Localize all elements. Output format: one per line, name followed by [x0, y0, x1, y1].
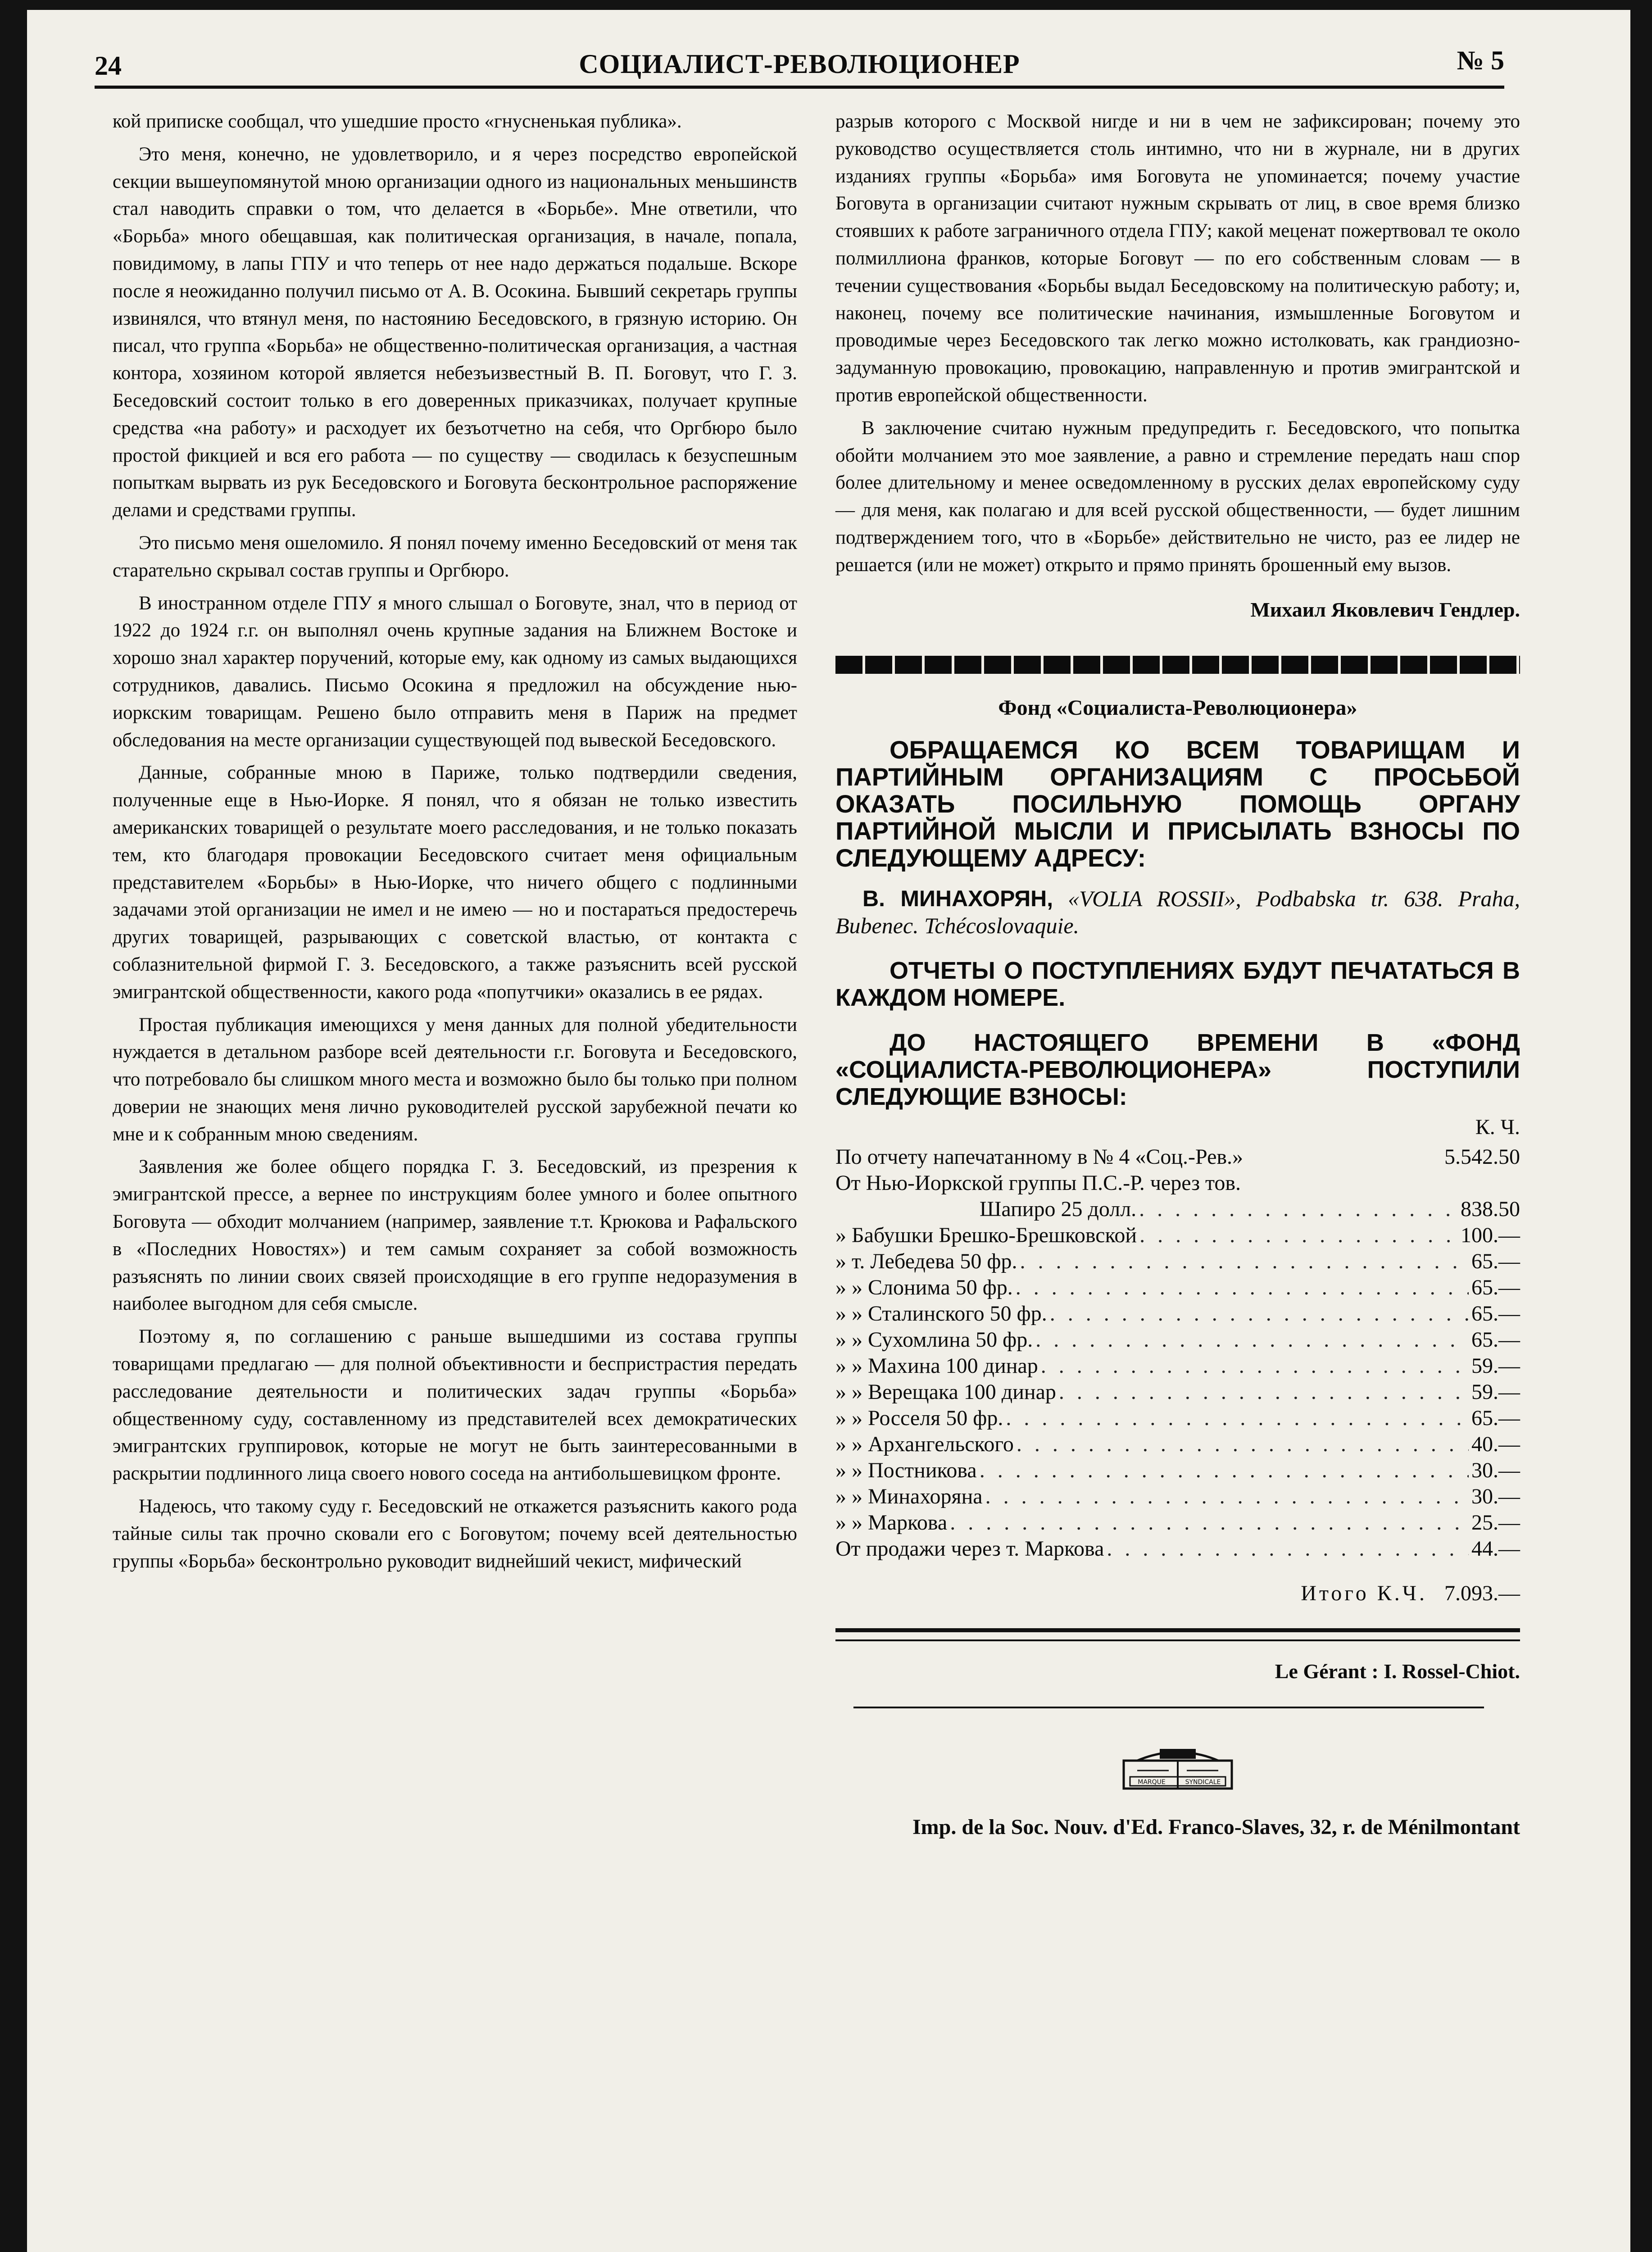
ledger-label: От продажи через т. Маркова	[835, 1537, 1104, 1561]
ledger-leader	[1035, 1327, 1469, 1353]
ledger-row	[835, 1353, 1520, 1379]
ledger-row	[835, 1249, 1520, 1275]
fund-title: Фонд «Социалиста-Революционера»	[998, 696, 1357, 720]
ledger-row	[835, 1379, 1520, 1405]
article-paragraph: разрыв которого с Москвой нигде и ни в чем не зафиксирован; почему это руководство осуществляется столь интимно, что ни в журнале, ни в других изданиях группы «Борьба» имя Боговута не упоминается; почему участие Боговута в организации считают нужным скрывать от лиц, в свое время близко стоявших к работе заграничного отдела ГПУ; какой меценат пожертвовал те около полмиллиона франков, которые Боговут — по его собственным словам — в течении существования «Борьбы выдал Беседовскому на политическую работу; и, наконец, почему все политические начинания, измышленные Боговутом и проводимые через Беседовского так легко можно истолковать, как грандиозно-задуманную провокацию, провокацию, направленную и против эмигрантской и против европейской общественности.	[835, 111, 1520, 406]
ledger-label: » Бабушки Брешко-Брешковской	[835, 1223, 1137, 1248]
ledger-leader	[1059, 1379, 1469, 1405]
ledger-amount: 838.50	[1461, 1197, 1520, 1221]
ledger-leader	[1107, 1536, 1469, 1562]
ledger-label: От Нью-Иоркской группы П.С.-Р. через тов.	[835, 1171, 1241, 1195]
ledger-row	[835, 1196, 1520, 1222]
ledger-amount: 65.—	[1471, 1406, 1520, 1430]
fund-address	[835, 885, 1520, 939]
ledger-row	[835, 1431, 1520, 1457]
ledger-label: » » Верещака 100 динар	[835, 1380, 1056, 1404]
ledger-label: » » Минахоряна	[835, 1485, 983, 1509]
reports-notice: ОТЧЕТЫ О ПОСТУПЛЕНИЯХ БУДУТ ПЕЧАТАТЬСЯ В КАЖДОМ НОМЕРЕ.	[835, 957, 1520, 1012]
ledger-row	[835, 1484, 1520, 1510]
ledger-amount: 5.542.50	[1444, 1145, 1520, 1169]
ledger-amount: 40.—	[1471, 1432, 1520, 1457]
ledger-amount: 100.—	[1461, 1223, 1520, 1248]
ledger-amount: 25.—	[1471, 1511, 1520, 1535]
total-amount: 7.093.—	[1444, 1581, 1520, 1606]
article-paragraph: Поэтому я, по соглашению с раньше вышедшими из состава группы товарищами предлагаю — для полной объективности и беспристрастия передать расследование деятельности и политических задач группы «Борьба» общественному суду, составленному из представителей всех демократических эмигрантских группировок, которые не могут не быть заинтересованными в раскрытии подлинного лица своего нового соседа на антибольшевицком фронте.	[113, 1326, 797, 1485]
ledger-label: » » Махина 100 динар	[835, 1354, 1038, 1378]
ledger-leader	[1020, 1249, 1469, 1275]
ledger-row	[835, 1222, 1520, 1249]
svg-text:SYNDICALE: SYNDICALE	[1185, 1779, 1221, 1786]
article-paragraph: Простая публикация имеющихся у меня данных для полной убедительности нуждается в детальном разборе всей деятельности г.г. Боговута и Беседовского, что потребовало бы слишком много места и возможно было бы только при полном доверии не знающих меня лично руководителей русской зарубежной печати ко мне и к собранным мною сведениям.	[113, 1014, 797, 1145]
ledger-label: » » Сталинского 50 фр.	[835, 1302, 1047, 1326]
total-label: Итого К.Ч.	[1301, 1581, 1427, 1606]
ledger-row	[835, 1301, 1520, 1327]
ledger-leader	[985, 1484, 1469, 1510]
article-paragraph: В иностранном отделе ГПУ я много слышал о Боговуте, знал, что в период от 1922 до 1924 г.г. он выполнял очень крупные задания на Ближнем Востоке и хорошо знал характер поручений, которые ему, как одному из самых выдающихся сотрудников, давались. Письмо Осокина я предложил на обсуждение нью-иоркским товарищам. Решено было отправить меня в Париж на предмет обследования на месте организации существующей под вывеской Беседовского.	[113, 592, 797, 751]
ledger-row	[835, 1536, 1520, 1562]
ledger-amount: 65.—	[1471, 1328, 1520, 1352]
masthead: СОЦИАЛИСТ-РЕВОЛЮЦИОНЕР	[579, 49, 1020, 79]
svg-text:MARQUE: MARQUE	[1138, 1779, 1166, 1786]
article-paragraph: Заявления же более общего порядка Г. З. Беседовский, из презрения к эмигрантской прессе, а вернее по инструкциям более умного и более опытного Боговута — обходит молчанием (например, заявление т.т. Крюкова и Рафальского в «Последних Новостях») и тем самым сохраняет за собой возможность разъяснять по линии своих связей происходящие в его группе недоразумения в наиболее выгодном для себя смысле.	[113, 1156, 797, 1315]
ledger-label: Шапиро 25 долл.	[980, 1197, 1137, 1221]
currency-label: К. Ч.	[1475, 1115, 1520, 1140]
ledger-row	[835, 1457, 1520, 1484]
ledger-label: По отчету напечатанному в № 4 «Соц.-Рев.»	[835, 1145, 1244, 1169]
union-mark-icon	[1119, 1745, 1236, 1799]
thin-divider	[853, 1707, 1484, 1708]
ledger-label: » » Архангельского	[835, 1432, 1014, 1457]
ledger-amount: 30.—	[1471, 1458, 1520, 1483]
address-details: «VOLIA ROSSII», Podbabska tr. 638. Praha, Bubenec. Tchécoslovaquie.	[835, 886, 1520, 939]
contributions-ledger	[835, 1144, 1520, 1562]
article-paragraph: кой приписке сообщал, что ушедшие просто «гнусненькая публика».	[113, 111, 682, 132]
ledger-row	[835, 1327, 1520, 1353]
ledger-leader	[1041, 1353, 1469, 1379]
article-paragraph: В заключение считаю нужным предупредить г. Беседовского, что попытка обойти молчанием это мое заявление, а равно и стремление передать наш спор более длительному и менее осведомленному в русских делах европейскому суду — для меня, как полагаю и для всей русской общественности, — будет лишним подтверждением того, что в «Борьбе» действительно не чисто, раз ее лидер не решается (или не может) открыто и прямо принять брошенный ему вызов.	[835, 417, 1520, 576]
ledger-label: » т. Лебедева 50 фр.	[835, 1249, 1017, 1274]
article-paragraph: Данные, собранные мною в Париже, только подтвердили сведения, полученные еще в Нью-Иорке. Я понял, что я обязан не только известить американских товарищей о результате моего расследования, и не только показать тем, кто благодаря провокации Беседовского считает меня официальным представителем «Борьбы» в Нью-Иорке, что ничего общего с подлинными задачами этой организации не имел и не имею — но и постараться предостеречь других товарищей, разрывающих с советской властью, от контакта с соблазнительной фирмой Г. З. Беседовского, а также разъяснить всей русской эмигрантской общественности, какого рода «попутчики» оказались в ее рядах.	[113, 762, 797, 1003]
ledger-amount: 30.—	[1471, 1485, 1520, 1509]
ledger-leader	[1017, 1431, 1469, 1457]
article-paragraph: Это меня, конечно, не удовлетворило, и я через посредство европейской секции вышеупомянутой мною организации одного из национальных меньшинств стал наводить справки о том, что делается в «Борьбе». Мне ответили, что «Борьба» много обещавшая, как политическая организация, в начале, попала, повидимому, в лапы ГПУ и что теперь от нее надо держаться подальше. Вскоре после я неожиданно получил письмо от А. В. Осокина. Бывший секретарь группы извинялся, что втянул меня, по настоянию Беседовского, в грязную историю. Он писал, что группа «Борьба» не общественно-политическая организация, а частная контора, хозяином которой является небезъизвестный В. П. Боговут, что Г. З. Беседовский состоит только в его доверенных приказчиках, получает крупные средства «на работу» и расходует их безъотчетно на себя, что Оргбюро было простой фикцией и вся его работа — по существу — сводилась к безуспешным попыткам вырвать из рук Беседовского и Боговута бесконтрольное распоряжение делами и средствами группы.	[113, 143, 797, 521]
author-signature: Михаил Яковлевич Гендлер.	[1250, 598, 1520, 621]
ledger-leader	[980, 1457, 1469, 1484]
ledger-row	[835, 1405, 1520, 1431]
article-paragraph: Это письмо меня ошеломило. Я понял почему именно Беседовский от меня так старательно скрывал состав группы и Оргбюро.	[113, 532, 797, 581]
gerant-line: Le Gérant : I. Rossel-Chiot.	[1275, 1660, 1520, 1683]
page-number: 24	[95, 51, 122, 81]
newspaper-page	[27, 10, 1630, 2252]
issue-number: № 5	[1457, 45, 1504, 75]
ledger-total	[835, 1581, 1520, 1606]
ledger-amount: 65.—	[1471, 1276, 1520, 1300]
ledger-leader	[1016, 1275, 1469, 1301]
ledger-label: » » Сухомлина 50 фр.	[835, 1328, 1033, 1352]
ledger-row	[835, 1144, 1520, 1170]
ledger-row	[835, 1170, 1520, 1196]
address-name: В. МИНАХОРЯН,	[862, 886, 1053, 912]
ledger-leader	[1139, 1196, 1458, 1222]
ledger-amount: 59.—	[1471, 1380, 1520, 1404]
ledger-amount: 65.—	[1471, 1249, 1520, 1274]
ledger-label: » » Росселя 50 фр.	[835, 1406, 1003, 1430]
article-paragraph: Надеюсь, что такому суду г. Беседовский не откажется разъяснить какого рода тайные силы так прочно сковали его с Боговутом; почему всей деятельностью группы «Борьба» бесконтрольно руководит виднейший чекист, мифический	[113, 1496, 797, 1572]
section-divider	[835, 656, 1520, 674]
right-column	[835, 108, 1520, 1839]
printer-imprint: Imp. de la Soc. Nouv. d'Ed. Franco-Slaves, 32, r. de Ménilmontant	[912, 1815, 1520, 1839]
union-mark-stamp	[1119, 1745, 1236, 1799]
received-notice: ДО НАСТОЯЩЕГО ВРЕМЕНИ В «ФОНД «СОЦИАЛИСТА-РЕВОЛЮЦИОНЕРА» ПОСТУПИЛИ СЛЕДУЮЩИЕ ВЗНОСЫ:	[835, 1029, 1520, 1111]
ledger-amount: 44.—	[1471, 1537, 1520, 1561]
ledger-leader	[1050, 1301, 1469, 1327]
ledger-row	[835, 1275, 1520, 1301]
ledger-row	[835, 1510, 1520, 1536]
ledger-leader	[1139, 1222, 1458, 1249]
ledger-amount: 59.—	[1471, 1354, 1520, 1378]
page-header	[95, 45, 1504, 89]
ledger-label: » » Маркова	[835, 1511, 948, 1535]
ledger-label: » » Слонима 50 фр.	[835, 1276, 1013, 1300]
footer-divider	[835, 1628, 1520, 1641]
ledger-leader	[1006, 1405, 1469, 1431]
ledger-leader	[950, 1510, 1469, 1536]
ledger-label: » » Постникова	[835, 1458, 977, 1483]
ledger-amount: 65.—	[1471, 1302, 1520, 1326]
fund-appeal: ОБРАЩАЕМСЯ КО ВСЕМ ТОВАРИЩАМ И ПАРТИЙНЫМ ОРГАНИЗАЦИЯМ С ПРОСЬБОЙ ОКАЗАТЬ ПОСИЛЬНУЮ ПОМОЩЬ ОРГАНУ ПАРТИЙНОЙ МЫСЛИ И ПРИСЫЛАТЬ ВЗНОСЫ ПО СЛЕДУЮЩЕМУ АДРЕСУ:	[835, 736, 1520, 872]
left-column	[113, 108, 797, 1575]
